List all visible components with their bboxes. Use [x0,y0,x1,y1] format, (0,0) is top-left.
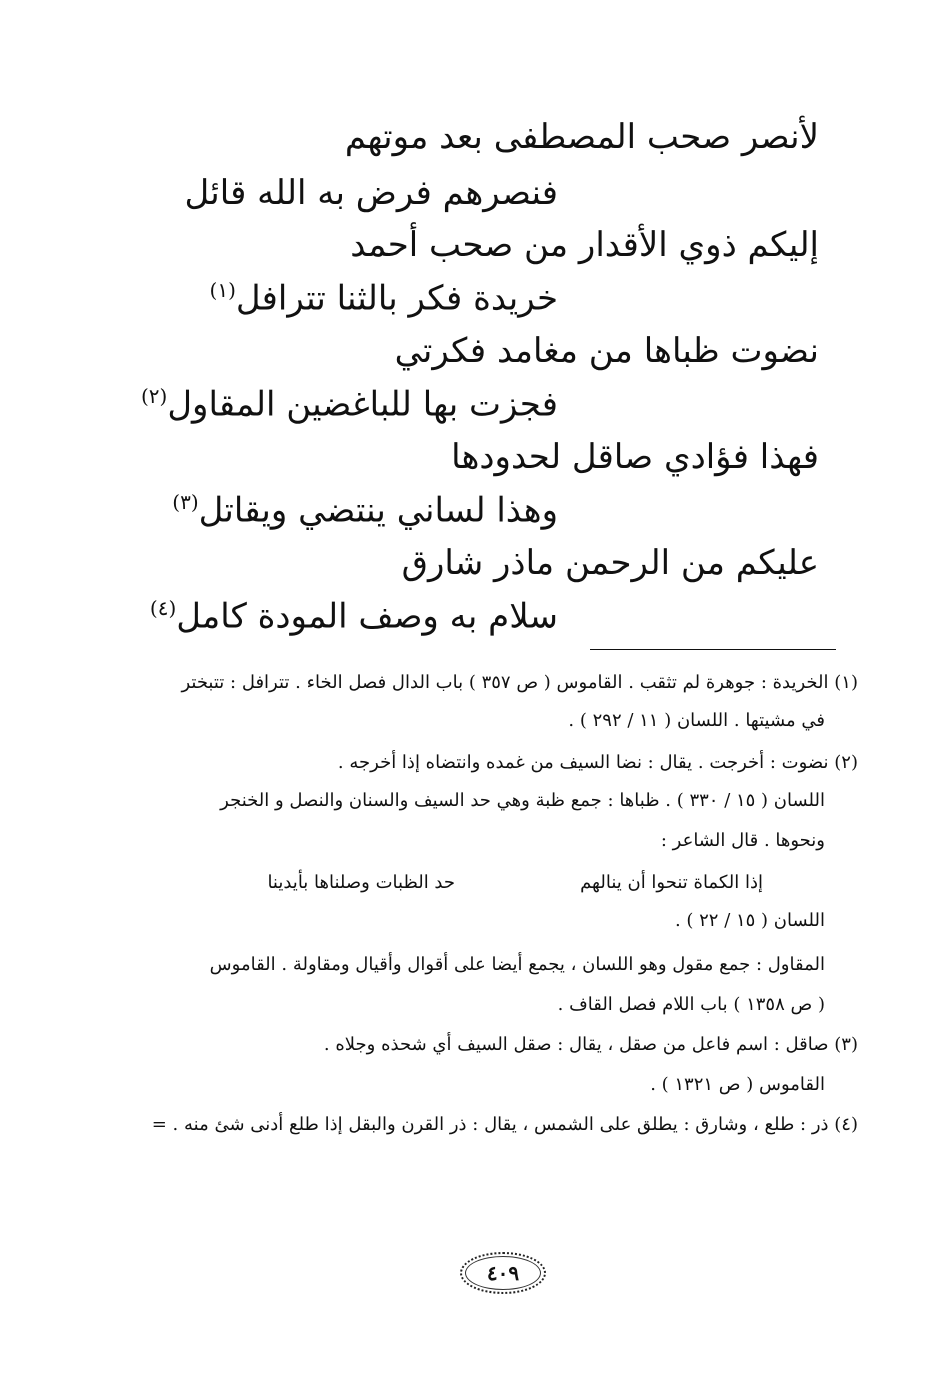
footnote-ref-3: (٣) [172,490,199,514]
footnote-separator [590,649,836,650]
footnote-ref-4: (٤) [149,596,177,620]
footnote-ref-2: (٢) [140,384,168,408]
verse-4-first-hemistich: فهذا فؤادي صاقل لحدودها [451,437,819,477]
footnote-1-line-1: (١) الخريدة : جوهرة لم تثقب . القاموس ( ص ٣٥٧ ) باب الدال فصل الخاء . تترافل : تتبختر [181,672,858,693]
verse-3-first-hemistich: نضوت ظباها من مغامد فكرتي [394,331,819,371]
verse-5-second-text: سلام به وصف المودة كامل [176,596,558,637]
footnote-ref-1: (١) [209,278,236,302]
verse-2-second-text: خريدة فكر بالثنا تترافل [235,278,558,319]
verse-3-second-hemistich [140,384,558,425]
footnote-2-line-5: المقاول : جمع مقول وهو اللسان ، يجمع أيضا على أقوال وأقيال ومقاولة . القاموس [209,954,825,975]
footnote-2-line-6: ( ص ١٣٥٨ ) باب اللام فصل القاف . [557,994,825,1015]
footnote-3-line-2: القاموس ( ص ١٣٢١ ) . [650,1074,825,1095]
verse-5-second-hemistich [149,596,558,637]
footnote-2-line-4: اللسان ( ١٥ / ٢٢ ) . [674,910,825,931]
verse-4-second-hemistich [172,490,558,531]
footnote-4-line-1: (٤) ذر : طلع ، وشارق : يطلق على الشمس ، يقال : ذر القرن والبقل إذا طلع أدنى شئ منه . = [151,1114,858,1135]
footnote-2-poem-second-hemistich: حد الظبات وصلناها بأيدينا [267,872,455,893]
page-number: ٤٠٩ [465,1256,541,1290]
verse-2-first-hemistich: إليكم ذوي الأقدار من صحب أحمد [350,225,819,265]
verse-4-second-text: وهذا لساني ينتضي ويقاتل [198,490,558,531]
verse-1-second-hemistich: فنصرهم فرض به الله قائل [184,173,558,213]
footnote-3-line-1: (٣) صاقل : اسم فاعل من صقل ، يقال : صقل السيف أي شحذه وجلاه . [323,1034,858,1055]
footnote-1-line-2: في مشيتها . اللسان ( ١١ / ٢٩٢ ) . [568,710,825,731]
verse-2-second-hemistich [209,278,558,319]
verse-5-first-hemistich: عليكم من الرحمن ماذر شارق [401,543,819,583]
verse-3-second-text: فجزت بها للباغضين المقاول [167,384,558,425]
page-number-badge [460,1252,546,1294]
footnote-2-line-3: ونحوها . قال الشاعر : [660,830,825,851]
footnote-2-poem-first-hemistich: إذا الكماة تنحوا أن ينالهم [580,872,763,893]
footnote-2-line-1: (٢) نضوت : أخرجت . يقال : نضا السيف من غمده وانتضاه إذا أخرجه . [337,752,858,773]
verse-1-first-hemistich: لأنصر صحب المصطفى بعد موتهم [344,117,819,157]
footnote-2-line-2: اللسان ( ١٥ / ٣٣٠ ) . ظباها : جمع ظبة وهي حد السيف والسنان والنصل و الخنجر [220,790,825,811]
